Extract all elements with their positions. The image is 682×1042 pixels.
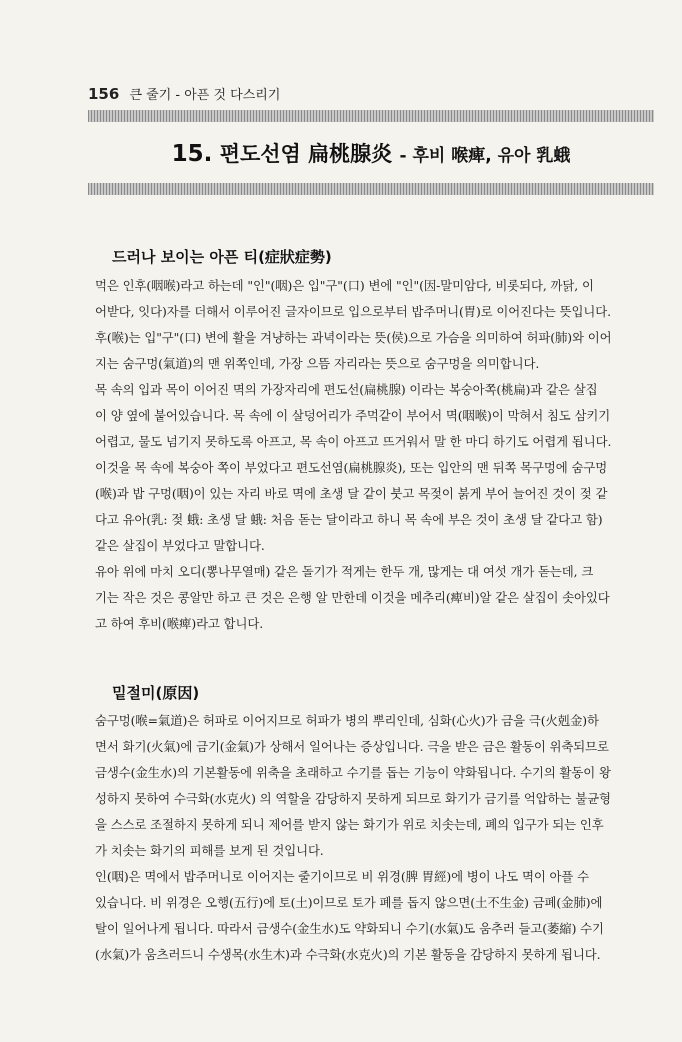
paragraph-line: 다고 유아(乳: 젖 蛾: 초생 달 蛾: 처음 돋는 달이라고 하니 목 속에 부은 것이 초생 달 같다고 함) [95,512,603,527]
title-band-bottom [88,183,654,195]
paragraph-line: 이것을 목 속에 복숭아 쪽이 부었다고 편도선염(扁桃腺炎), 또는 입안의 맨 뒤쪽 목구멍에 숨구멍 [95,460,608,475]
paragraph-line: 유아 위에 마치 오디(뽕나무열매) 같은 돌기가 적게는 한두 개, 많게는 대 여섯 개가 돋는데, 크 [95,564,594,579]
paragraph-line: 같은 살집이 부었다고 말합니다. [95,538,265,553]
paragraph-line: 목 속의 입과 목이 이어진 멱의 가장자리에 편도선(扁桃腺) 이라는 복숭아쪽(桃扁)과 같은 살집 [95,382,598,397]
paragraph-line: 있습니다. 비 위경은 오행(五行)에 토(土)이므로 토가 폐를 돕지 않으면(土不生金) 금폐(金肺)에 [95,895,603,910]
paragraph-line: 가 치솟는 화기의 피해를 보게 된 것입니다. [95,843,324,858]
paragraph-line: 지는 숨구멍(氣道)의 맨 위쪽인데, 가장 으뜸 자리라는 뜻으로 숨구멍을 의미합니다. [95,356,540,371]
title-band-top [88,110,654,122]
paragraph-line: (喉)과 밥 구멍(咽)이 있는 자리 바로 멱에 초생 달 같이 붓고 목젖이 붉게 부어 늘어진 것이 젖 같 [95,486,608,501]
paragraph-line: 성하지 못하여 수극화(水克火) 의 역할을 감당하지 못하게 되므로 화기가 금기를 억압하는 불균형 [95,791,611,806]
chapter-title [88,138,654,168]
running-head [88,84,280,103]
paragraph-line: 인(咽)은 멱에서 밥주머니로 이어지는 줄기이므로 비 위경(脾 胃經)에 병이 나도 멱이 아플 수 [95,869,589,884]
paragraph-line: 숨구멍(喉=氣道)은 허파로 이어지므로 허파가 병의 뿌리인데, 심화(心火)가 금을 극(火剋金)하 [95,713,599,728]
paragraph-line: 면서 화기(火氣)에 금기(金氣)가 상해서 일어나는 증상입니다. 극을 받은 금은 활동이 위축되므로 [95,739,609,754]
paragraph-line: 이 양 옆에 붙어있습니다. 목 속에 이 살덩어리가 주먹같이 부어서 멱(咽喉)이 막혀서 침도 삼키기 [95,408,611,423]
paragraph-line: 후(喉)는 입"구"(口) 변에 활을 겨냥하는 과녁이라는 뜻(侯)으로 가슴을 의미하여 허파(肺)와 이어 [95,330,612,345]
paragraph-line: 금생수(金生水)의 기본활동에 위축을 초래하고 수기를 돕는 기능이 약화됩니다. 수기의 활동이 왕 [95,765,611,780]
section-heading-cause: 밑절미(原因) [112,684,200,702]
paragraph-line: 어렵고, 물도 넘기지 못하도록 아프고, 목 속이 아프고 뜨거워서 말 한 마디 하기도 어렵게 됩니다. [95,434,612,449]
paragraph-line: (水氣)가 움츠러드니 수생목(水生木)과 수극화(水克火)의 기본 활동을 감당하지 못하게 됩니다. [95,947,601,962]
paragraph-line: 을 스스로 조절하지 못하게 되니 제어를 받지 않는 화기가 위로 치솟는데, 폐의 입구가 되는 인후 [95,817,604,832]
section-heading-symptoms: 드러나 보이는 아픈 티(症狀症勢) [112,248,332,266]
paragraph-line: 고 하여 후비(喉痺)라고 합니다. [95,616,264,631]
paragraph-line: 어받다, 잇다)자를 더해서 이루어진 글자이므로 입으로부터 밥주머니(胃)로 이어진다는 뜻입니다. [95,304,611,319]
paragraph-line: 먹은 인후(咽喉)라고 하는데 "인"(咽)은 입"구"(口) 변에 "인"(因-말미암다, 비롯되다, 까닭, 이 [95,278,594,293]
paragraph-line: 기는 작은 것은 콩알만 하고 큰 것은 은행 알 만한데 이것을 메추리(痺비)알 같은 살집이 솟아있다 [95,590,610,605]
running-head-text: 큰 줄기 - 아픈 것 다스리기 [129,88,281,103]
paragraph-line: 탈이 일어나게 됩니다. 따라서 금생수(金生水)도 약화되니 수기(水氣)도 움추러 들고(萎縮) 수기 [95,921,604,936]
chapter-subtitle: - 후비 喉痺, 유아 乳蛾 [399,146,571,166]
chapter-title-text: 편도선염 扁桃腺炎 [219,142,393,166]
chapter-number: 15. [171,141,213,167]
page-number: 156 [88,85,120,103]
